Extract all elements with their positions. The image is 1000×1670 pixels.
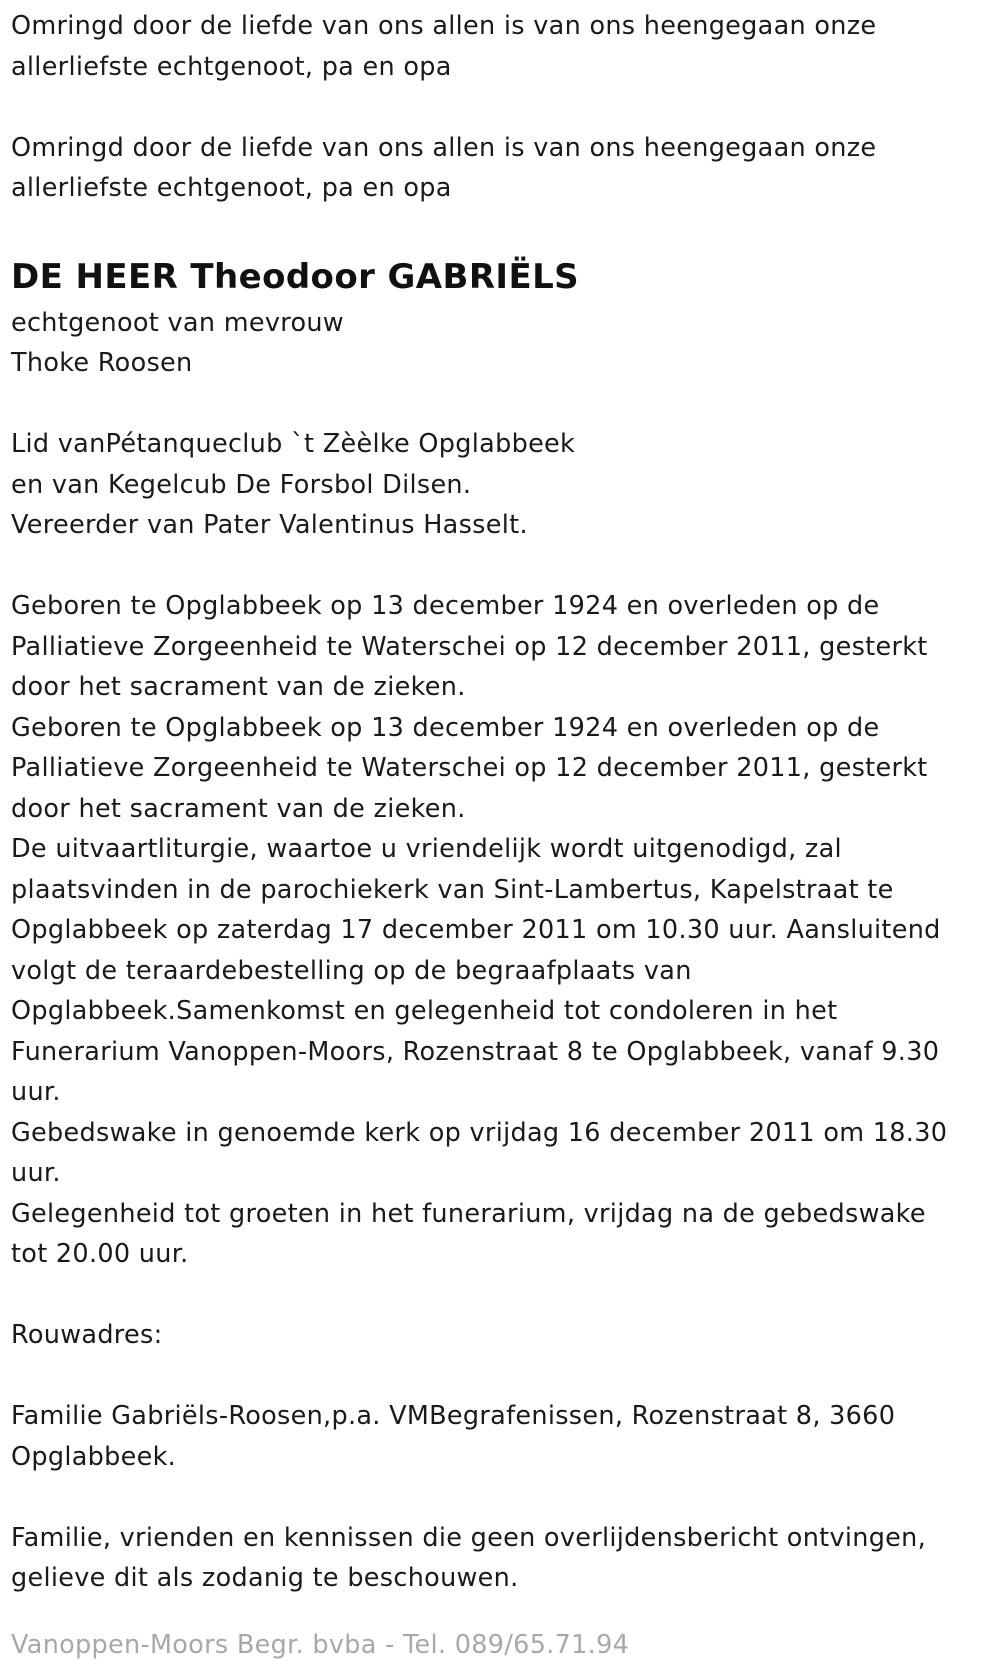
memberships [11,424,986,546]
membership-line: en van Kegelcub De Forsbol Dilsen. [11,469,472,500]
deceased-name: DE HEER Theodoor GABRIËLS [11,256,580,297]
intro-line: Omringd door de liefde van ons allen is van ons heengegaan onze [11,11,877,41]
details-line: Opglabbeek.Samenkomst en gelegenheid tot condoleren in het [11,996,838,1026]
mourning-address [11,1396,986,1477]
membership-line: Vereerder van Pater Valentinus Hasselt. [11,510,528,540]
obituary-notice [11,6,986,1599]
details-line: Palliatieve Zorgeenheid te Waterschei op 12 december 2011, gesterkt [11,753,928,783]
details-line: Gebedswake in genoemde kerk op vrijdag 16 december 2011 om 18.30 [11,1117,948,1148]
intro-paragraph [11,6,986,87]
details-line: uur. [11,1158,61,1188]
closing-line: Familie, vrienden en kennissen die geen overlijdensbericht ontvingen, [11,1522,927,1553]
closing-note [11,1518,986,1599]
details-line: plaatsvinden in de parochiekerk van Sint-Lambertus, Kapelstraat te [11,874,894,905]
details-line: De uitvaartliturgie, waartoe u vriendelijk wordt uitgenodigd, zal [11,834,842,864]
membership-line: Lid vanPétanqueclub `t Zèèlke Opglabbeek [11,429,576,459]
details-line: Gelegenheid tot groeten in het funerarium, vrijdag na de gebedswake [11,1198,926,1229]
funeral-home-footer: Vanoppen-Moors Begr. bvba - Tel. 089/65.71.94 [11,1630,630,1660]
spouse-line: echtgenoot van mevrouw [11,307,344,338]
details-line: door het sacrament van de zieken. [11,793,466,824]
intro-line: Omringd door de liefde van ons allen is van ons heengegaan onze [11,132,877,163]
details-line: Funerarium Vanoppen-Moors, Rozenstraat 8 te Opglabbeek, vanaf 9.30 [11,1036,940,1067]
details-line: Geboren te Opglabbeek op 13 december 1924 en overleden op de [11,591,880,621]
closing-line: gelieve dit als zodanig te beschouwen. [11,1563,519,1593]
mourning-address-line: Opglabbeek. [11,1441,177,1472]
intro-line: allerliefste echtgenoot, pa en opa [11,173,452,203]
mourning-address-line: Familie Gabriëls-Roosen,p.a. VMBegrafenissen, Rozenstraat 8, 3660 [11,1401,896,1431]
spouse-info [11,303,986,384]
details-line: door het sacrament van de zieken. [11,672,466,702]
details-line: Geboren te Opglabbeek op 13 december 1924 en overleden op de [11,712,880,743]
funeral-details [11,586,986,1275]
intro-line: allerliefste echtgenoot, pa en opa [11,51,452,82]
details-line: Palliatieve Zorgeenheid te Waterschei op 12 december 2011, gesterkt [11,631,928,662]
mourning-address-label: Rouwadres: [11,1320,163,1350]
intro-paragraph [11,128,986,209]
details-line: tot 20.00 uur. [11,1239,189,1269]
details-line: Opglabbeek op zaterdag 17 december 2011 om 10.30 uur. Aansluitend [11,915,941,945]
spouse-line: Thoke Roosen [11,348,193,378]
details-line: uur. [11,1077,61,1107]
details-line: volgt de teraardebestelling op de begraafplaats van [11,955,692,986]
